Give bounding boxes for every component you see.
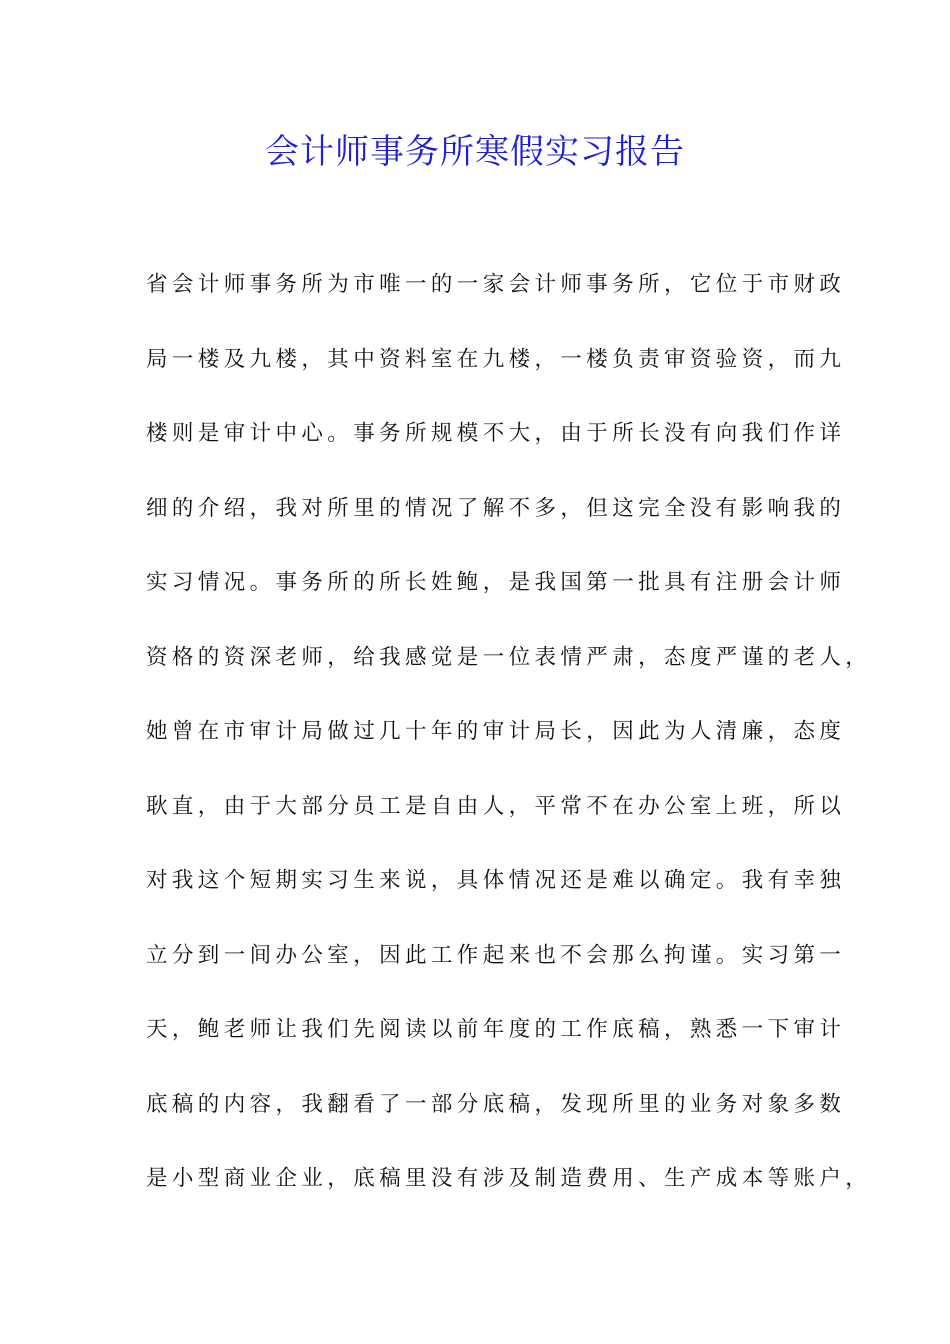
body-line: 立分到一间办公室，因此工作起来也不会那么拘谨。实习第一: [146, 942, 846, 968]
body-line: 局一楼及九楼，其中资料室在九楼，一楼负责审资验资，而九: [146, 346, 846, 372]
body-line: 是小型商业企业，底稿里没有涉及制造费用、生产成本等账户，: [146, 1166, 872, 1191]
body-line: 楼则是审计中心。事务所规模不大，由于所长没有向我们作详: [146, 421, 846, 446]
document-title: 会计师事务所寒假实习报告: [265, 132, 685, 172]
body-line: 耿直，由于大部分员工是自由人，平常不在办公室上班，所以: [146, 793, 846, 819]
body-line: 资格的资深老师，给我感觉是一位表情严肃，态度严谨的老人，: [146, 644, 872, 670]
body-line: 她曾在市审计局做过几十年的审计局长，因此为人清廉，态度: [146, 719, 846, 744]
body-line: 天，鲍老师让我们先阅读以前年度的工作底稿，熟悉一下审计: [146, 1017, 846, 1042]
document-body: [146, 262, 872, 1231]
body-line: 对我这个短期实习生来说，具体情况还是难以确定。我有幸独: [146, 868, 846, 893]
body-line: 底稿的内容，我翻看了一部分底稿，发现所里的业务对象多数: [146, 1091, 846, 1117]
body-line: 省会计师事务所为市唯一的一家会计师事务所，它位于市财政: [146, 272, 846, 297]
body-line: 实习情况。事务所的所长姓鲍，是我国第一批具有注册会计师: [146, 570, 846, 595]
body-line: 细的介绍，我对所里的情况了解不多，但这完全没有影响我的: [146, 495, 846, 521]
